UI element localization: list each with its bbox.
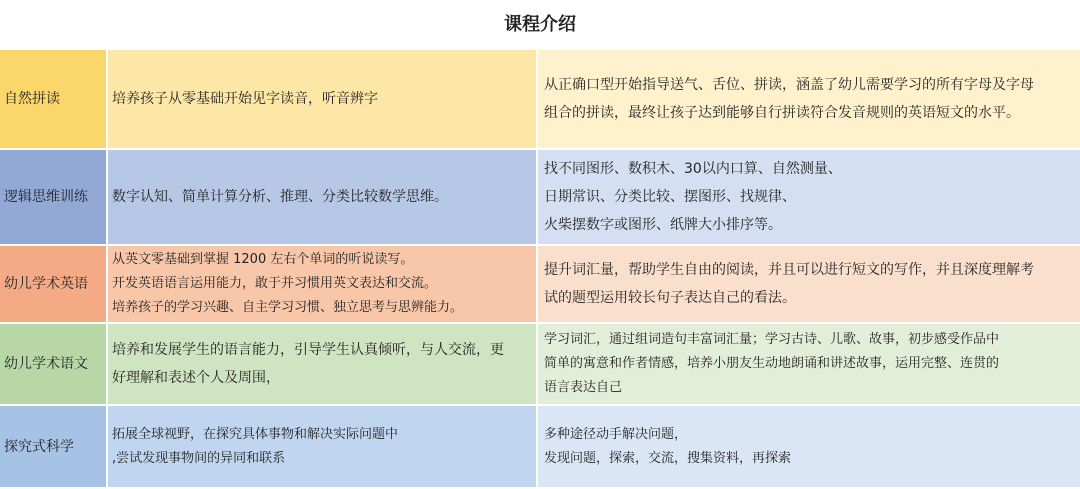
content-line: 试的题型运用较长句子表达自己的看法。 — [544, 290, 796, 306]
course-goal-cell — [108, 246, 538, 322]
table-row — [0, 406, 1080, 487]
content-line: 简单的寓意和作者情感，培养小朋友生动地朗诵和讲述故事，运用完整、连贯的 — [544, 356, 1000, 371]
course-name-cell — [0, 50, 108, 148]
content-line: 发现问题，探索，交流，搜集资料，再探索 — [544, 450, 792, 466]
page-title: 课程介绍 — [504, 14, 576, 35]
course-content-cell — [538, 324, 1080, 404]
course-goal-cell — [108, 406, 538, 487]
goal-line: 开发英语语言运用能力，敢于并习惯用英文表达和交流。 — [112, 276, 438, 291]
content-line: 日期常识、分类比较、摆图形、找规律、 — [544, 189, 796, 205]
course-goal-cell — [108, 150, 538, 244]
goal-line: 从英文零基础到掌握 1200 左右个单词的听说读写。 — [112, 252, 414, 267]
goal-line: 培养孩子的学习兴趣、自主学习习惯、独立思考与思辨能力。 — [112, 300, 464, 315]
goal-line: 培养孩子从零基础开始见字读音，听音辨字 — [112, 91, 378, 107]
course-name: 幼儿学术英语 — [4, 276, 88, 292]
goal-line: 数字认知、简单计算分析、推理、分类比较数学思维。 — [112, 189, 448, 205]
course-name: 幼儿学术语文 — [4, 356, 88, 372]
course-table — [0, 50, 1080, 487]
course-goal-cell — [108, 324, 538, 404]
content-line: 组合的拼读，最终让孩子达到能够自行拼读符合发音规则的英语短文的水平。 — [544, 105, 1020, 121]
content-line: 语言表达自己 — [544, 380, 623, 395]
course-content-cell — [538, 406, 1080, 487]
course-content-cell — [538, 50, 1080, 148]
course-name: 自然拼读 — [4, 91, 60, 107]
course-name-cell — [0, 324, 108, 404]
course-name-cell — [0, 150, 108, 244]
content-line: 多种途径动手解决问题， — [544, 426, 688, 442]
course-name-cell — [0, 246, 108, 322]
table-row — [0, 150, 1080, 246]
content-line: 火柴摆数字或图形、纸牌大小排序等。 — [544, 217, 782, 233]
course-content-cell — [538, 150, 1080, 244]
course-name: 逻辑思维训练 — [4, 189, 88, 205]
course-goal-cell — [108, 50, 538, 148]
course-content-cell — [538, 246, 1080, 322]
content-line: 找不同图形、数积木、30以内口算、自然测量、 — [544, 161, 842, 177]
table-row — [0, 246, 1080, 324]
content-line: 学习词汇，通过组词造句丰富词汇量；学习古诗、儿歌、故事，初步感受作品中 — [544, 332, 1000, 347]
goal-line: 拓展全球视野，在探究具体事物和解决实际问题中 — [112, 426, 399, 442]
course-name-cell — [0, 406, 108, 487]
content-line: 提升词汇量，帮助学生自由的阅读，并且可以进行短文的写作，并且深度理解考 — [544, 262, 1034, 278]
goal-line: 培养和发展学生的语言能力，引导学生认真倾听，与人交流，更 — [112, 342, 504, 358]
table-row — [0, 50, 1080, 150]
content-line: 从正确口型开始指导送气、舌位、拼读，涵盖了幼儿需要学习的所有字母及字母 — [544, 77, 1034, 93]
course-name: 探究式科学 — [4, 438, 74, 455]
table-row — [0, 324, 1080, 406]
goal-line: ,尝试发现事物间的异同和联系 — [112, 450, 286, 466]
goal-line: 好理解和表述个人及周围， — [112, 370, 280, 386]
